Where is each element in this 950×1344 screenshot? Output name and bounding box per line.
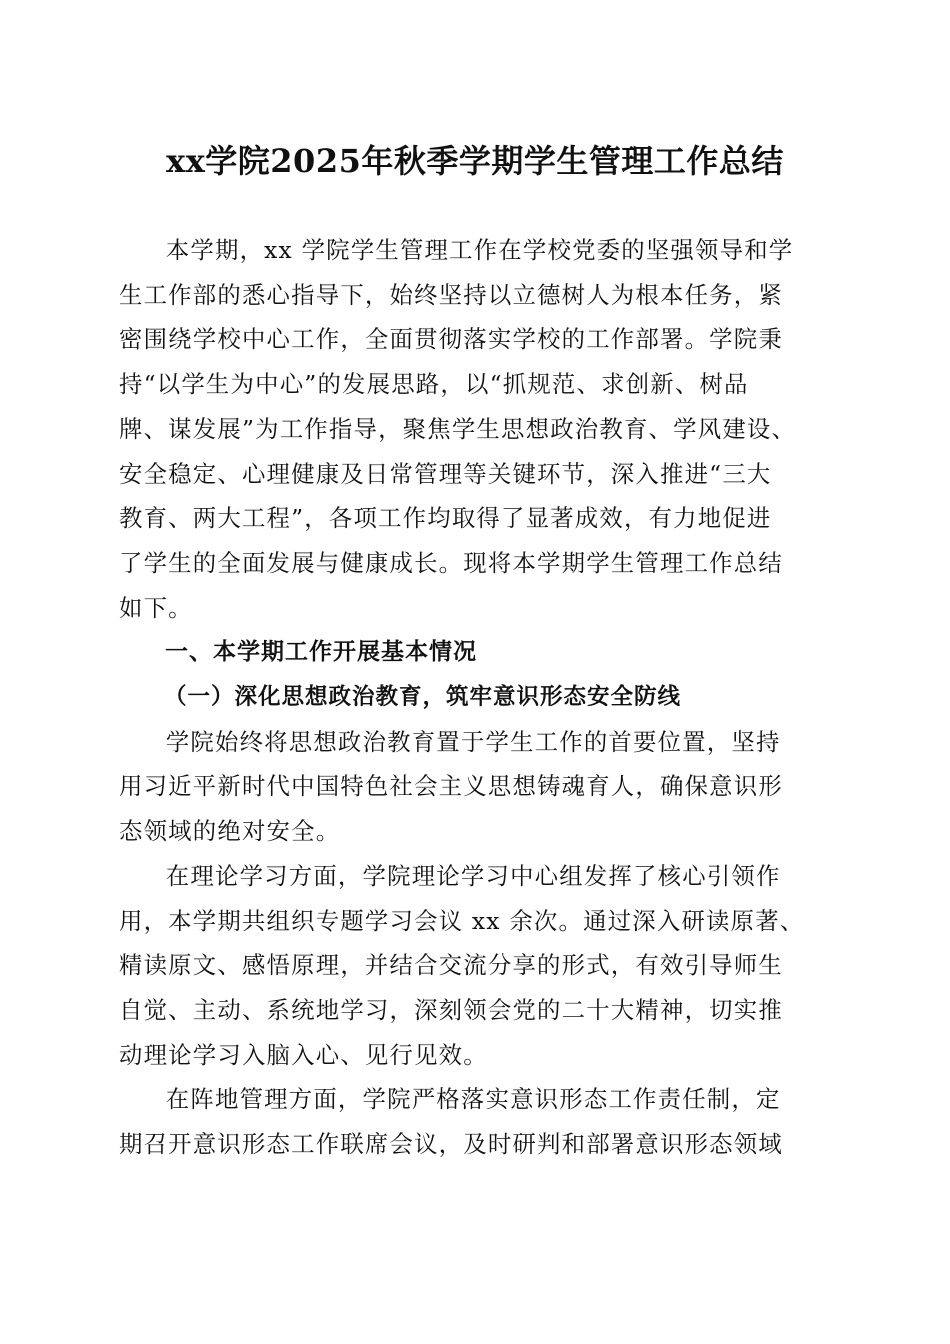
text-line: 学院始终将思想政治教育置于学生工作的首要位置，坚持 bbox=[165, 727, 781, 756]
intro-paragraph bbox=[119, 228, 827, 630]
text-line: 如下。 bbox=[119, 593, 193, 622]
body-paragraph bbox=[119, 720, 827, 854]
text-line: 牌、谋发展”为工作指导，聚焦学生思想政治教育、学风建设、 bbox=[119, 414, 797, 443]
text-line: 动理论学习入脑入心、见行见效。 bbox=[119, 1040, 488, 1069]
text-line: 期召开意识形态工作联席会议，及时研判和部署意识形态领域 bbox=[119, 1130, 783, 1159]
text-line: 态领域的绝对安全。 bbox=[119, 817, 341, 846]
page-title: xx学院2025年秋季学期学生管理工作总结 bbox=[166, 142, 784, 180]
text-line: 密围绕学校中心工作，全面贯彻落实学校的工作部署。学院秉 bbox=[119, 325, 783, 354]
text-line: 安全稳定、心理健康及日常管理等关键环节，深入推进“三大 bbox=[119, 459, 772, 488]
text-line: 用，本学期共组织专题学习会议 xx 余次。通过深入研读原著、 bbox=[119, 906, 805, 935]
text-line: 本学期，xx 学院学生管理工作在学校党委的坚强领导和学 bbox=[165, 236, 794, 264]
section-heading: 一、本学期工作开展基本情况 bbox=[165, 639, 477, 666]
text-line: 精读原文、感悟原理，并结合交流分享的形式，有效引导师生 bbox=[119, 951, 783, 980]
text-line: 在阵地管理方面，学院严格落实意识形态工作责任制，定 bbox=[165, 1085, 781, 1114]
text-line: 持“以学生为中心”的发展思路，以“抓规范、求创新、树品 bbox=[119, 370, 749, 399]
body-paragraph bbox=[119, 1077, 827, 1166]
body-paragraph bbox=[119, 854, 827, 1078]
text-line: 教育、两大工程”，各项工作均取得了显著成效，有力地促进 bbox=[119, 504, 772, 533]
text-line: 自觉、主动、系统地学习，深刻领会党的二十大精神，切实推 bbox=[119, 995, 783, 1024]
text-line: 在理论学习方面，学院理论学习中心组发挥了核心引领作 bbox=[165, 861, 781, 890]
document-body bbox=[119, 228, 827, 1167]
text-line: 用习近平新时代中国特色社会主义思想铸魂育人，确保意识形 bbox=[119, 772, 783, 801]
subsection-heading: （一）深化思想政治教育，筑牢意识形态安全防线 bbox=[164, 684, 682, 711]
text-line: 生工作部的悉心指导下，始终坚持以立德树人为根本任务，紧 bbox=[119, 280, 783, 309]
text-line: 了学生的全面发展与健康成长。现将本学期学生管理工作总结 bbox=[119, 548, 783, 577]
